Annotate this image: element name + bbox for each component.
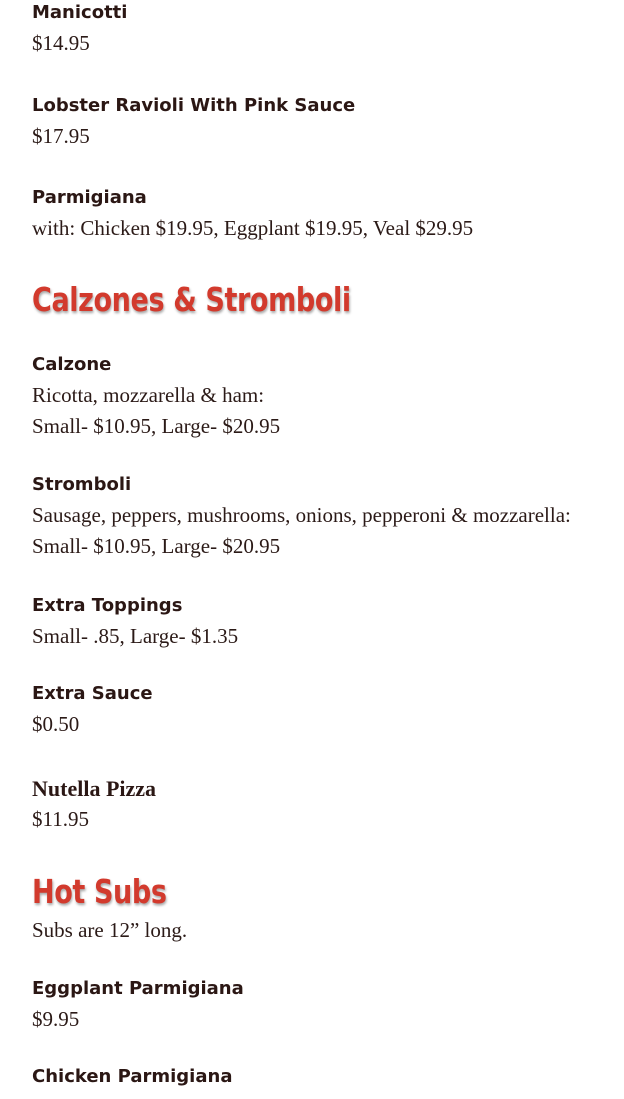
item-price-extra-toppings: Small- .85, Large- $1.35 bbox=[32, 624, 239, 648]
item-name-chicken-parmigiana: Chicken Parmigiana bbox=[32, 1066, 233, 1087]
item-price-extra-sauce: $0.50 bbox=[32, 712, 80, 736]
item-desc-calzone: Ricotta, mozzarella & ham: bbox=[32, 383, 265, 407]
item-name-extra-sauce: Extra Sauce bbox=[32, 683, 153, 704]
item-name-stromboli: Stromboli bbox=[32, 474, 132, 495]
item-price-manicotti: $14.95 bbox=[32, 31, 90, 55]
section-note-hot-subs: Subs are 12” long. bbox=[32, 918, 188, 942]
item-price-parmigiana: with: Chicken $19.95, Eggplant $19.95, Veal $29.95 bbox=[32, 216, 474, 240]
item-price-eggplant-parmigiana: $9.95 bbox=[32, 1007, 80, 1031]
item-name-parmigiana: Parmigiana bbox=[32, 187, 147, 208]
item-desc-stromboli: Sausage, peppers, mushrooms, onions, pepperoni & mozzarella: bbox=[32, 503, 571, 527]
item-name-calzone: Calzone bbox=[32, 354, 112, 375]
item-name-lobster-ravioli: Lobster Ravioli With Pink Sauce bbox=[32, 95, 356, 116]
item-name-extra-toppings: Extra Toppings bbox=[32, 595, 183, 616]
item-price-nutella-pizza: $11.95 bbox=[32, 807, 89, 831]
item-price-lobster-ravioli: $17.95 bbox=[32, 124, 90, 148]
item-name-manicotti: Manicotti bbox=[32, 2, 128, 23]
item-price-calzone: Small- $10.95, Large- $20.95 bbox=[32, 414, 281, 438]
item-name-nutella-pizza: Nutella Pizza bbox=[32, 776, 157, 801]
item-price-stromboli: Small- $10.95, Large- $20.95 bbox=[32, 534, 281, 558]
section-heading-hot-subs: Hot Subs bbox=[32, 872, 167, 911]
section-heading-calzones-stromboli: Calzones & Stromboli bbox=[32, 280, 351, 319]
item-name-eggplant-parmigiana: Eggplant Parmigiana bbox=[32, 978, 244, 999]
